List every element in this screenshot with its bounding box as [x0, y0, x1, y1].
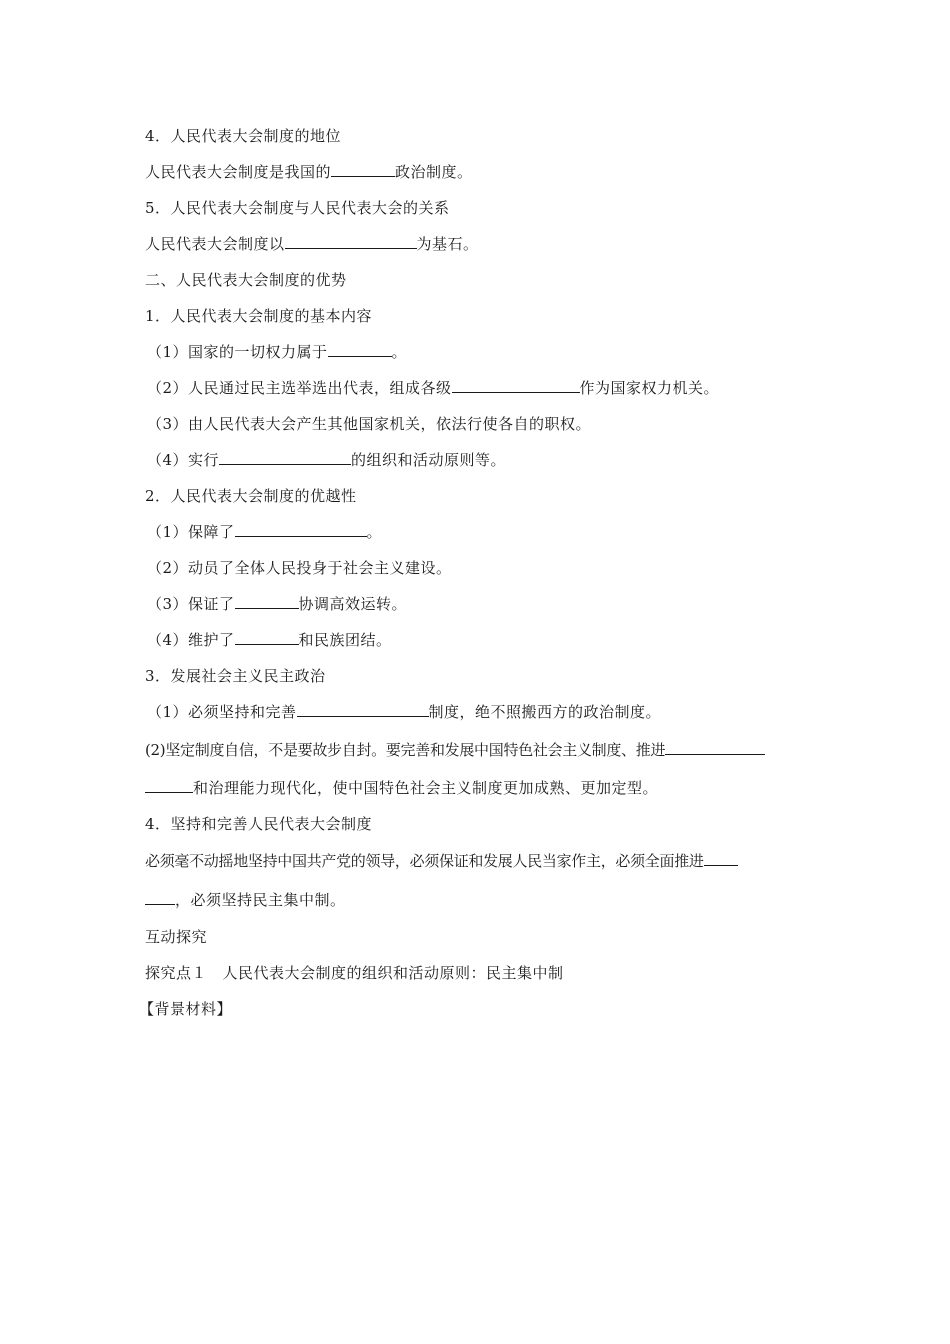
- heading-basic-content-text: 1．人民代表大会制度的基本内容: [145, 307, 373, 325]
- fill-in-suffix: 。: [366, 523, 383, 541]
- fill-in-power: [147, 342, 407, 362]
- fill-in-coordinate: [147, 594, 407, 614]
- fill-in-relation: [145, 234, 479, 254]
- heading-background-material: [139, 999, 232, 1019]
- fill-in-confidence: [145, 740, 765, 760]
- fill-in-prefix: 人民代表大会制度以: [145, 235, 285, 253]
- answer-blank[interactable]: [235, 594, 299, 609]
- answer-blank[interactable]: [145, 890, 175, 905]
- fill-in-suffix: 为基石。: [416, 235, 479, 253]
- heading-basic-content: [145, 306, 372, 326]
- fill-in-suffix: 制度，绝不照搬西方的政治制度。: [428, 703, 662, 721]
- heading-interactive: [145, 927, 207, 947]
- heading-status-text: 4．人民代表大会制度的地位: [145, 127, 342, 145]
- fill-in-prefix: （3）保证了: [147, 595, 235, 613]
- heading-democracy-text: 3．发展社会主义民主政治: [145, 667, 326, 685]
- fill-in-status: [145, 162, 473, 182]
- fill-in-suffix: 。: [391, 343, 408, 361]
- fill-in-prefix: （2）人民通过民主选举选出代表，组成各级: [147, 379, 452, 397]
- answer-blank[interactable]: [452, 378, 580, 393]
- answer-blank[interactable]: [145, 778, 193, 793]
- item-text: （2）动员了全体人民投身于社会主义建设。: [147, 559, 452, 577]
- item-other-organs: [147, 414, 591, 434]
- fill-in-organs: [147, 378, 719, 398]
- heading-exploration-text: 探究点１ 人民代表大会制度的组织和活动原则：民主集中制: [145, 964, 564, 982]
- heading-improve: [145, 814, 372, 834]
- heading-status: [145, 126, 341, 146]
- heading-background-text: 【背景材料】: [139, 1000, 233, 1018]
- section-heading-advantages: [145, 270, 347, 290]
- answer-blank[interactable]: [665, 740, 765, 755]
- fill-in-suffix: 作为国家权力机关。: [579, 379, 720, 397]
- fill-in-prefix: 必须毫不动摇地坚持中国共产党的领导，必须保证和发展人民当家作主，必须全面推进: [145, 852, 704, 870]
- heading-superiority-text: 2．人民代表大会制度的优越性: [145, 487, 357, 505]
- heading-relation-text: 5．人民代表大会制度与人民代表大会的关系: [145, 199, 450, 217]
- answer-blank[interactable]: [285, 234, 417, 249]
- fill-in-suffix: 和民族团结。: [298, 631, 392, 649]
- fill-in-guarantee: [147, 522, 382, 542]
- heading-improve-text: 4．坚持和完善人民代表大会制度: [145, 815, 373, 833]
- fill-in-prefix: （4）维护了: [147, 631, 235, 649]
- section-heading-text: 二、人民代表大会制度的优势: [145, 271, 347, 289]
- fill-in-advance: [145, 851, 738, 871]
- fill-in-suffix: 和治理能力现代化，使中国特色社会主义制度更加成熟、更加定型。: [193, 779, 659, 797]
- fill-in-suffix: ，必须坚持民主集中制。: [175, 891, 346, 909]
- heading-exploration-point: [145, 963, 564, 983]
- item-text: （3）由人民代表大会产生其他国家机关，依法行使各自的职权。: [147, 415, 592, 433]
- fill-in-prefix: （1）必须坚持和完善: [147, 703, 297, 721]
- fill-in-suffix: 协调高效运转。: [298, 595, 408, 613]
- item-mobilize: [147, 558, 452, 578]
- fill-in-advance-cont: [145, 890, 346, 910]
- heading-relation: [145, 198, 450, 218]
- fill-in-confidence-cont: [145, 778, 658, 798]
- answer-blank[interactable]: [235, 630, 299, 645]
- fill-in-prefix: （1）保障了: [147, 523, 235, 541]
- fill-in-suffix: 的组织和活动原则等。: [351, 451, 507, 469]
- answer-blank[interactable]: [704, 851, 738, 866]
- fill-in-uphold: [147, 702, 661, 722]
- answer-blank[interactable]: [219, 450, 351, 465]
- fill-in-prefix: （1）国家的一切权力属于: [147, 343, 328, 361]
- fill-in-prefix: （4）实行: [147, 451, 220, 469]
- answer-blank[interactable]: [328, 342, 392, 357]
- heading-interactive-text: 互动探究: [145, 928, 208, 946]
- fill-in-suffix: 政治制度。: [395, 163, 473, 181]
- answer-blank[interactable]: [297, 702, 429, 717]
- fill-in-prefix: 人民代表大会制度是我国的: [145, 163, 332, 181]
- fill-in-unity: [147, 630, 392, 650]
- fill-in-principle: [147, 450, 506, 470]
- fill-in-prefix: (2)坚定制度自信，不是要故步自封。要完善和发展中国特色社会主义制度、推进: [145, 741, 666, 759]
- answer-blank[interactable]: [331, 162, 395, 177]
- heading-democracy: [145, 666, 326, 686]
- heading-superiority: [145, 486, 357, 506]
- answer-blank[interactable]: [235, 522, 367, 537]
